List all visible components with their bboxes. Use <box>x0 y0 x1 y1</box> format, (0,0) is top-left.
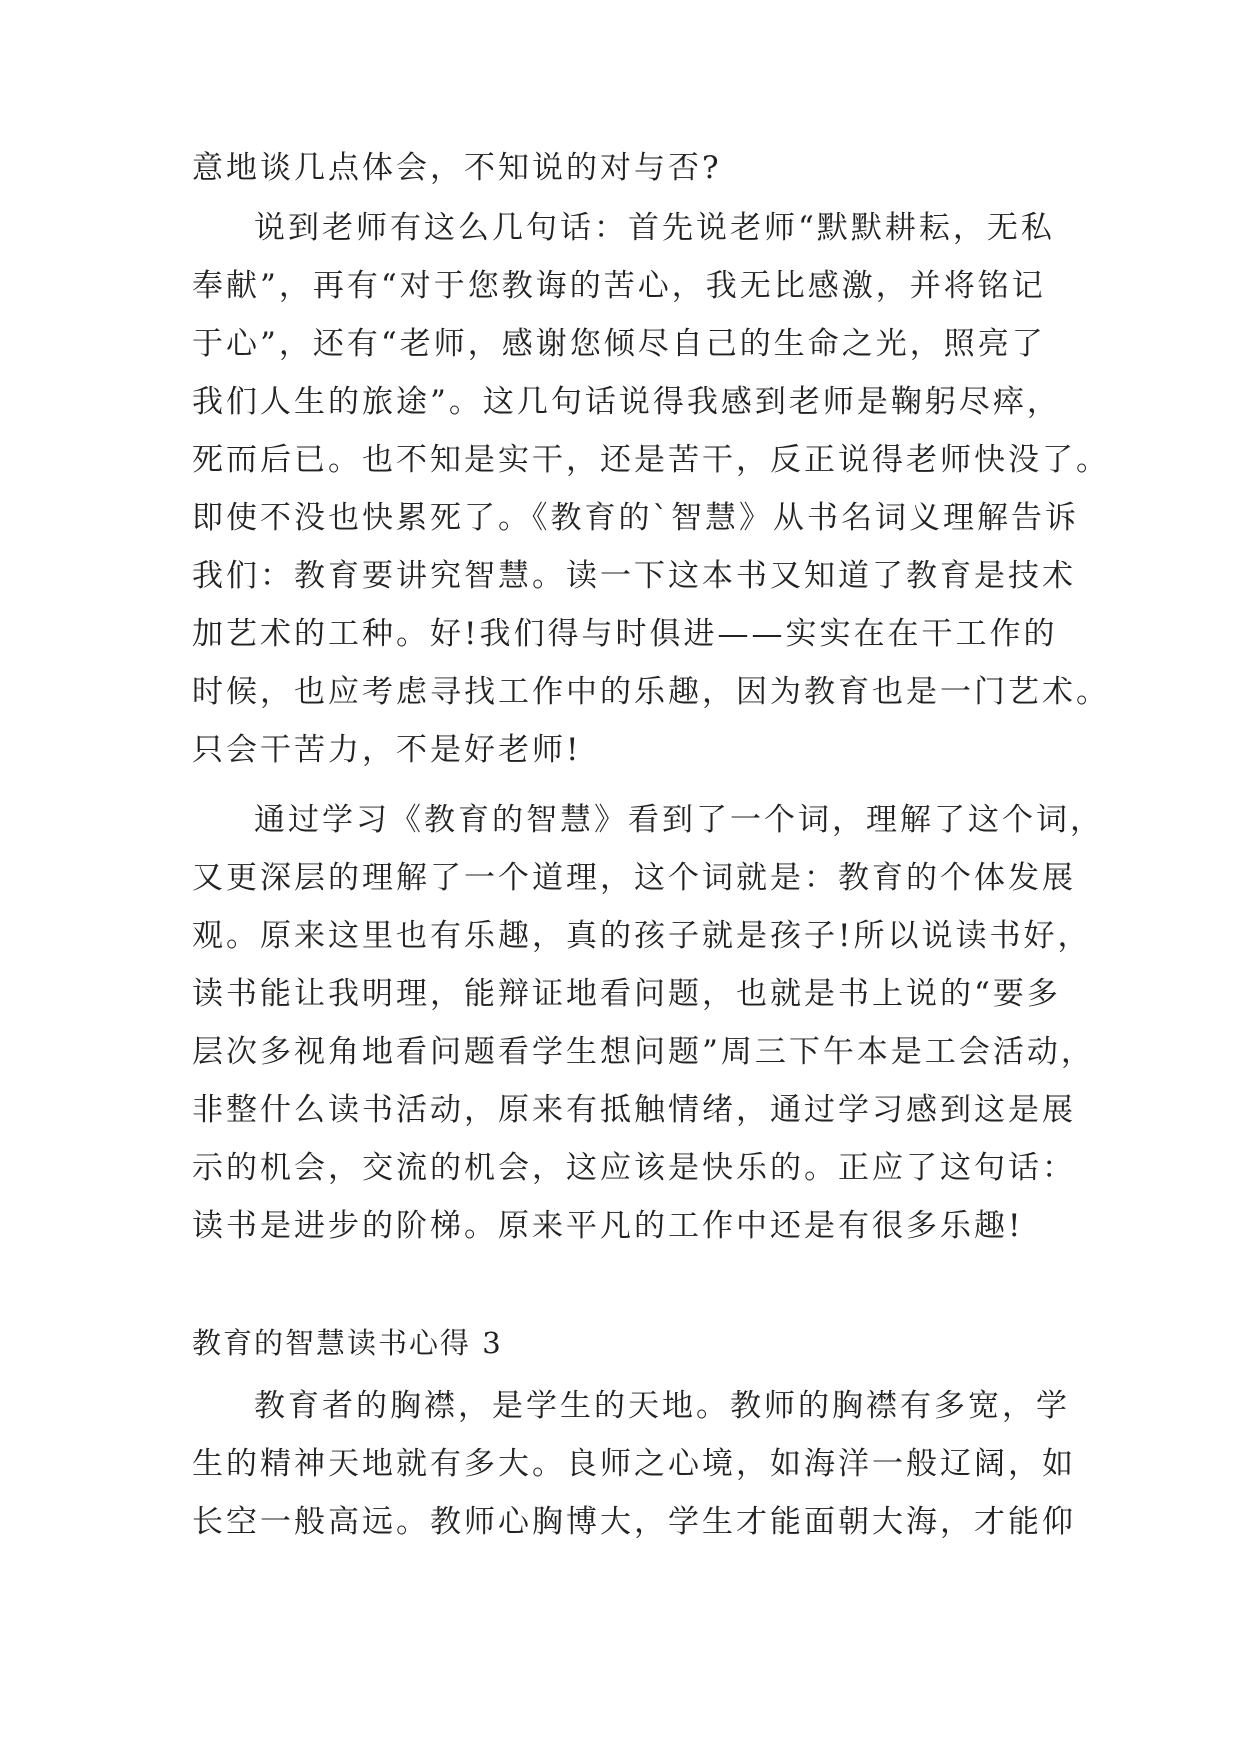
text-line: 奉献”，再有“对于您教诲的苦心，我无比感激，并将铭记 <box>192 268 1046 304</box>
text-line: 读书是进步的阶梯。原来平凡的工作中还是有很多乐趣! <box>192 1208 1024 1244</box>
text-line: 非整什么读书活动，原来有抵触情绪，通过学习感到这是展 <box>192 1092 1076 1128</box>
text-line: 生的精神天地就有多大。良师之心境，如海洋一般辽阔，如 <box>192 1446 1076 1482</box>
text-line: 层次多视角地看问题看学生想问题”周三下午本是工会活动， <box>192 1034 1095 1070</box>
text-line: 于心”，还有“老师，感谢您倾尽自己的生命之光，照亮了 <box>192 326 1046 362</box>
text-line: 又更深层的理解了一个道理，这个词就是：教育的个体发展 <box>192 860 1076 896</box>
paragraph-first-line: 通过学习《教育的智慧》看到了一个词，理解了这个词， <box>254 802 1104 838</box>
text-line: 只会干苦力，不是好老师! <box>192 732 582 768</box>
text-line: 长空一般高远。教师心胸博大，学生才能面朝大海，才能仰 <box>192 1504 1076 1540</box>
text-line: 示的机会，交流的机会，这应该是快乐的。正应了这句话： <box>192 1150 1076 1186</box>
text-line: 意地谈几点体会，不知说的对与否? <box>192 150 722 186</box>
text-line: 我们：教育要讲究智慧。读一下这本书又知道了教育是技术 <box>192 558 1076 594</box>
section-heading: 教育的智慧读书心得 3 <box>192 1326 503 1360</box>
paragraph-first-line: 说到老师有这么几句话：首先说老师“默默耕耘，无私 <box>254 210 1055 246</box>
text-line: 我们人生的旅途”。这几句话说得我感到老师是鞠躬尽瘁， <box>192 384 1061 420</box>
text-line: 读书能让我明理，能辩证地看问题，也就是书上说的“要多 <box>192 976 1061 1012</box>
text-line: 观。原来这里也有乐趣，真的孩子就是孩子!所以说读书好， <box>192 918 1092 954</box>
text-line: 死而后已。也不知是实干，还是苦干，反正说得老师快没了。 <box>192 442 1110 478</box>
text-line: 即使不没也快累死了。《教育的`智慧》从书名词义理解告诉 <box>192 500 1079 536</box>
text-line: 加艺术的工种。好!我们得与时俱进——实实在在干工作的 <box>192 616 1058 652</box>
paragraph-first-line: 教育者的胸襟，是学生的天地。教师的胸襟有多宽，学 <box>254 1388 1070 1424</box>
text-line: 时候，也应考虑寻找工作中的乐趣，因为教育也是一门艺术。 <box>192 674 1110 710</box>
